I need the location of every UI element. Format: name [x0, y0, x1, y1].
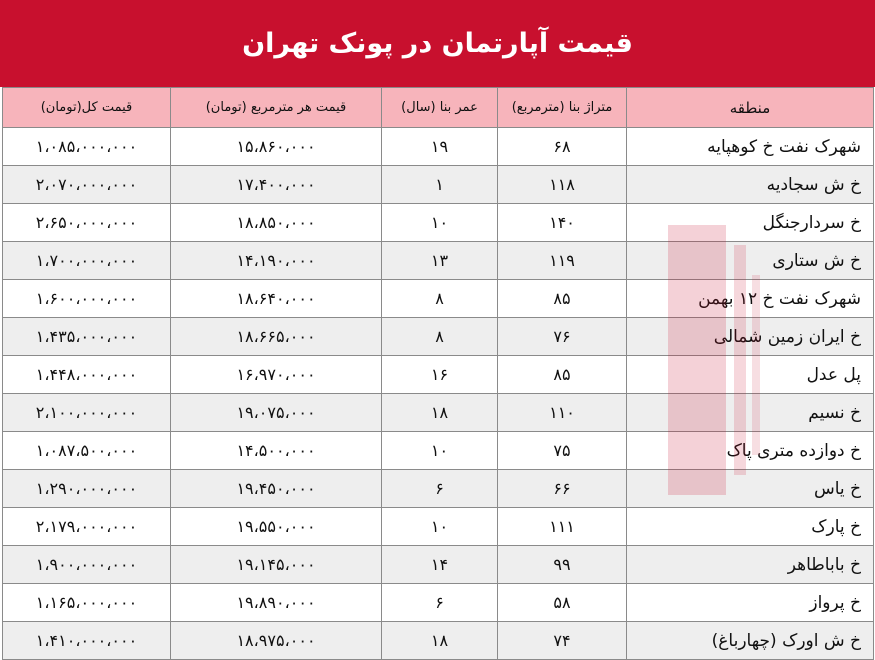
cell-area: خ ش ستاری: [627, 242, 874, 280]
cell-size: ۱۴۰: [498, 204, 627, 242]
table-row: [3, 356, 874, 394]
cell-area: شهرک نفت خ کوهپایه: [627, 128, 874, 166]
header-price-per-meter: قیمت هر مترمربع (تومان): [171, 88, 382, 128]
cell-size: ۷۶: [498, 318, 627, 356]
cell-age: ۱: [382, 166, 498, 204]
header-size: متراژ بنا (مترمربع): [498, 88, 627, 128]
header-age: عمر بنا (سال): [382, 88, 498, 128]
cell-price-per-meter: ۱۹،۱۴۵،۰۰۰: [171, 546, 382, 584]
table-row: [3, 546, 874, 584]
table-header-row: [3, 88, 874, 128]
table-row: [3, 470, 874, 508]
cell-age: ۱۰: [382, 204, 498, 242]
cell-size: ۸۵: [498, 356, 627, 394]
cell-total-price: ۱،۹۰۰،۰۰۰،۰۰۰: [3, 546, 171, 584]
cell-size: ۱۱۱: [498, 508, 627, 546]
cell-price-per-meter: ۱۶،۹۷۰،۰۰۰: [171, 356, 382, 394]
page-title: قیمت آپارتمان در پونک تهران: [242, 28, 633, 59]
table-row: [3, 204, 874, 242]
cell-age: ۱۸: [382, 394, 498, 432]
cell-area: خ پارک: [627, 508, 874, 546]
cell-size: ۷۴: [498, 622, 627, 660]
cell-total-price: ۲،۶۵۰،۰۰۰،۰۰۰: [3, 204, 171, 242]
cell-total-price: ۱،۲۹۰،۰۰۰،۰۰۰: [3, 470, 171, 508]
cell-age: ۱۴: [382, 546, 498, 584]
cell-price-per-meter: ۱۹،۰۷۵،۰۰۰: [171, 394, 382, 432]
cell-size: ۶۸: [498, 128, 627, 166]
cell-price-per-meter: ۱۷،۴۰۰،۰۰۰: [171, 166, 382, 204]
cell-price-per-meter: ۱۵،۸۶۰،۰۰۰: [171, 128, 382, 166]
cell-price-per-meter: ۱۹،۵۵۰،۰۰۰: [171, 508, 382, 546]
cell-area: خ ش سجادیه: [627, 166, 874, 204]
title-bar: [0, 0, 875, 87]
cell-size: ۱۱۰: [498, 394, 627, 432]
table-row: [3, 622, 874, 660]
cell-total-price: ۲،۱۰۰،۰۰۰،۰۰۰: [3, 394, 171, 432]
cell-size: ۶۶: [498, 470, 627, 508]
cell-total-price: ۱،۴۱۰،۰۰۰،۰۰۰: [3, 622, 171, 660]
cell-price-per-meter: ۱۸،۶۴۰،۰۰۰: [171, 280, 382, 318]
cell-total-price: ۱،۶۰۰،۰۰۰،۰۰۰: [3, 280, 171, 318]
table-row: [3, 432, 874, 470]
cell-area: خ دوازده متری پاک: [627, 432, 874, 470]
cell-area: خ نسیم: [627, 394, 874, 432]
cell-area: خ سردارجنگل: [627, 204, 874, 242]
cell-area: خ باباطاهر: [627, 546, 874, 584]
table-row: [3, 318, 874, 356]
cell-age: ۱۹: [382, 128, 498, 166]
cell-price-per-meter: ۱۹،۸۹۰،۰۰۰: [171, 584, 382, 622]
cell-total-price: ۱،۰۸۷،۵۰۰،۰۰۰: [3, 432, 171, 470]
cell-total-price: ۱،۱۶۵،۰۰۰،۰۰۰: [3, 584, 171, 622]
cell-area: خ ش اورک (چهارباغ): [627, 622, 874, 660]
table-row: [3, 128, 874, 166]
table-row: [3, 394, 874, 432]
cell-area: پل عدل: [627, 356, 874, 394]
cell-size: ۸۵: [498, 280, 627, 318]
header-total-price: قیمت کل(تومان): [3, 88, 171, 128]
table-row: [3, 280, 874, 318]
cell-price-per-meter: ۱۴،۵۰۰،۰۰۰: [171, 432, 382, 470]
cell-total-price: ۱،۴۴۸،۰۰۰،۰۰۰: [3, 356, 171, 394]
table-row: [3, 508, 874, 546]
cell-size: ۹۹: [498, 546, 627, 584]
cell-price-per-meter: ۱۸،۶۶۵،۰۰۰: [171, 318, 382, 356]
cell-price-per-meter: ۱۸،۹۷۵،۰۰۰: [171, 622, 382, 660]
cell-total-price: ۲،۰۷۰،۰۰۰،۰۰۰: [3, 166, 171, 204]
cell-price-per-meter: ۱۸،۸۵۰،۰۰۰: [171, 204, 382, 242]
cell-age: ۱۳: [382, 242, 498, 280]
table-row: [3, 242, 874, 280]
cell-age: ۱۸: [382, 622, 498, 660]
cell-total-price: ۱،۴۳۵،۰۰۰،۰۰۰: [3, 318, 171, 356]
cell-size: ۵۸: [498, 584, 627, 622]
cell-total-price: ۱،۷۰۰،۰۰۰،۰۰۰: [3, 242, 171, 280]
cell-size: ۷۵: [498, 432, 627, 470]
cell-age: ۶: [382, 470, 498, 508]
cell-age: ۱۰: [382, 432, 498, 470]
table-row: [3, 584, 874, 622]
cell-size: ۱۱۸: [498, 166, 627, 204]
cell-age: ۸: [382, 280, 498, 318]
cell-price-per-meter: ۱۴،۱۹۰،۰۰۰: [171, 242, 382, 280]
cell-area: شهرک نفت خ ۱۲ بهمن: [627, 280, 874, 318]
price-table: [2, 87, 874, 660]
cell-total-price: ۲،۱۷۹،۰۰۰،۰۰۰: [3, 508, 171, 546]
cell-age: ۶: [382, 584, 498, 622]
cell-size: ۱۱۹: [498, 242, 627, 280]
cell-age: ۸: [382, 318, 498, 356]
cell-area: خ یاس: [627, 470, 874, 508]
cell-area: خ ایران زمین شمالی: [627, 318, 874, 356]
table-row: [3, 166, 874, 204]
cell-area: خ پرواز: [627, 584, 874, 622]
cell-price-per-meter: ۱۹،۴۵۰،۰۰۰: [171, 470, 382, 508]
cell-total-price: ۱،۰۸۵،۰۰۰،۰۰۰: [3, 128, 171, 166]
cell-age: ۱۰: [382, 508, 498, 546]
header-area: منطقه: [627, 88, 874, 128]
cell-age: ۱۶: [382, 356, 498, 394]
